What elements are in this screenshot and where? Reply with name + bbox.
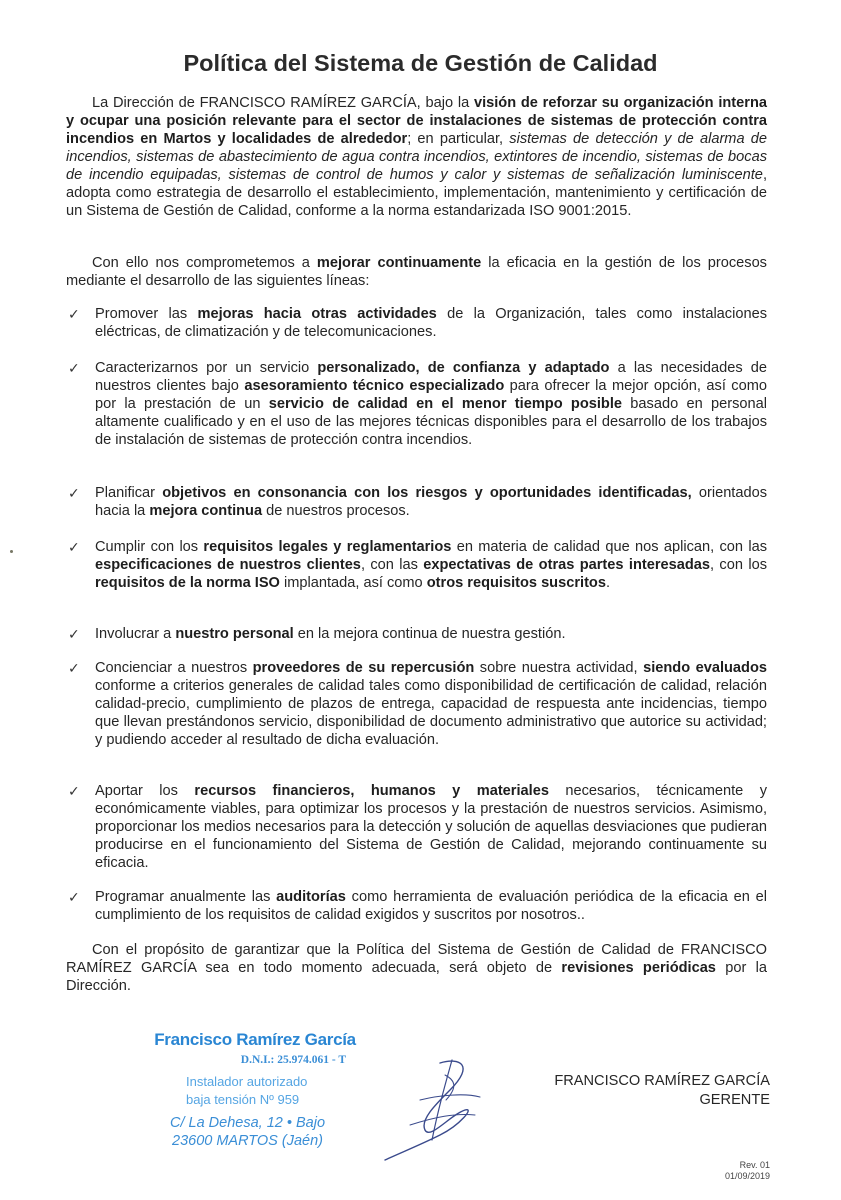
list-item: ✓ Cumplir con los requisitos legales y reglamentarios en materia de calidad que nos aplican, con las especificaciones de nuestros clientes, con las expectativas de otras partes interesadas, con los requisitos de la norma ISO implantada, así como otros requisitos suscritos. [68, 539, 768, 591]
checkmark-icon: ✓ [68, 485, 80, 501]
stamp-dni: D.N.I.: 25.974.061 - T [240, 1054, 346, 1066]
revision-date: 01/09/2019 [724, 1171, 770, 1181]
list-item: ✓ Concienciar a nuestros proveedores de su repercusión sobre nuestra actividad, siendo evaluados conforme a criterios generales de calidad tales como disponibilidad de certificación de calidad, relación calidad-precio, cumplimiento de plazos de entrega, capacidad de respuesta ante incidencias, tiempo que llevan prestándonos servicio, disponibilidad de documento administrativo que autorice su actividad; y pudiendo acceder al resultado de dicha evaluación. [68, 660, 767, 748]
company-stamp [150, 1030, 360, 1149]
list-item: ✓ Involucrar a nuestro personal en la mejora continua de nuestra gestión. [68, 626, 566, 642]
revision-number: Rev. 01 [739, 1160, 770, 1170]
document-title: Política del Sistema de Gestión de Calidad [183, 50, 658, 76]
checkmark-icon: ✓ [68, 360, 80, 376]
stamp-line: Instalador autorizado [186, 1074, 308, 1089]
revision-info [700, 1160, 770, 1182]
commitment-paragraph: Con ello nos comprometemos a mejorar continuamente la eficacia en la gestión de los procesos mediante el desarrollo de las siguientes líneas: [66, 255, 767, 289]
checkmark-icon: ✓ [68, 539, 80, 555]
closing-paragraph: Con el propósito de garantizar que la Política del Sistema de Gestión de Calidad de FRANCISCO RAMÍREZ GARCÍA sea en todo momento adecuada, será objeto de revisiones periódicas por la Dirección. [66, 942, 767, 994]
signer-role: GERENTE [699, 1092, 770, 1108]
checkmark-icon: ✓ [68, 783, 80, 799]
signer-block [500, 1072, 770, 1110]
list-item: ✓ Planificar objetivos en consonancia con los riesgos y oportunidades identificadas, orientados hacia la mejora continua de nuestros procesos. [68, 485, 768, 519]
checkmark-icon: ✓ [68, 660, 80, 676]
intro-paragraph: La Dirección de FRANCISCO RAMÍREZ GARCÍA, bajo la visión de reforzar su organización interna y ocupar una posición relevante para el sector de instalaciones de sistemas de protección contra incendios en Martos y localidades de alrededor; en particular, sistemas de detección y de alarma de incendios, sistemas de abastecimiento de agua contra incendios, extintores de incendio, sistemas de bocas de incendio equipadas, sistemas de control de humos y calor y sistemas de señalización luminiscente, adopta como estrategia de desarrollo el establecimiento, implementación, mantenimiento y certificación de un Sistema de Gestión de Calidad, conforme a la norma estandarizada ISO 9001:2015. [66, 95, 767, 219]
list-item: ✓ Caracterizarnos por un servicio personalizado, de confianza y adaptado a las necesidades de nuestros clientes bajo asesoramiento técnico especializado para ofrecer la mejor opción, así como por la prestación de un servicio de calidad en el menor tiempo posible basado en personal altamente cualificado y en el uso de las mejores técnicas disponibles para el desarrollo de los trabajos de instalación de sistemas de protección contra incendios. [68, 360, 768, 448]
signer-name: FRANCISCO RAMÍREZ GARCÍA [554, 1073, 770, 1089]
stamp-address: C/ La Dehesa, 12 • Bajo [170, 1115, 326, 1131]
stamp-line: baja tensión Nº 959 [186, 1092, 300, 1107]
handwritten-signature [380, 1055, 520, 1165]
stamp-city: 23600 MARTOS (Jaén) [172, 1133, 323, 1149]
list-item: ✓ Programar anualmente las auditorías como herramienta de evaluación periódica de la eficacia en el cumplimiento de los requisitos de calidad exigidos y suscritos por nosotros.. [68, 889, 767, 923]
checkmark-icon: ✓ [68, 626, 80, 642]
checkmark-icon: ✓ [68, 306, 80, 322]
list-item: ✓ Aportar los recursos financieros, humanos y materiales necesarios, técnicamente y económicamente viables, para optimizar los procesos y la prestación de nuestros servicios. Asimismo, proporcionar los medios necesarios para la detección y solución de aquellas desviaciones que pudieran producirse en el funcionamiento del Sistema de Gestión de Calidad, mejorando continuamente su eficacia. [68, 783, 767, 871]
stamp-name: Francisco Ramírez García [154, 1030, 356, 1049]
list-item: ✓ Promover las mejoras hacia otras actividades de la Organización, tales como instalaciones eléctricas, de climatización y de telecomunicaciones. [68, 306, 767, 340]
checkmark-icon: ✓ [68, 889, 80, 905]
scan-speck [10, 550, 13, 553]
